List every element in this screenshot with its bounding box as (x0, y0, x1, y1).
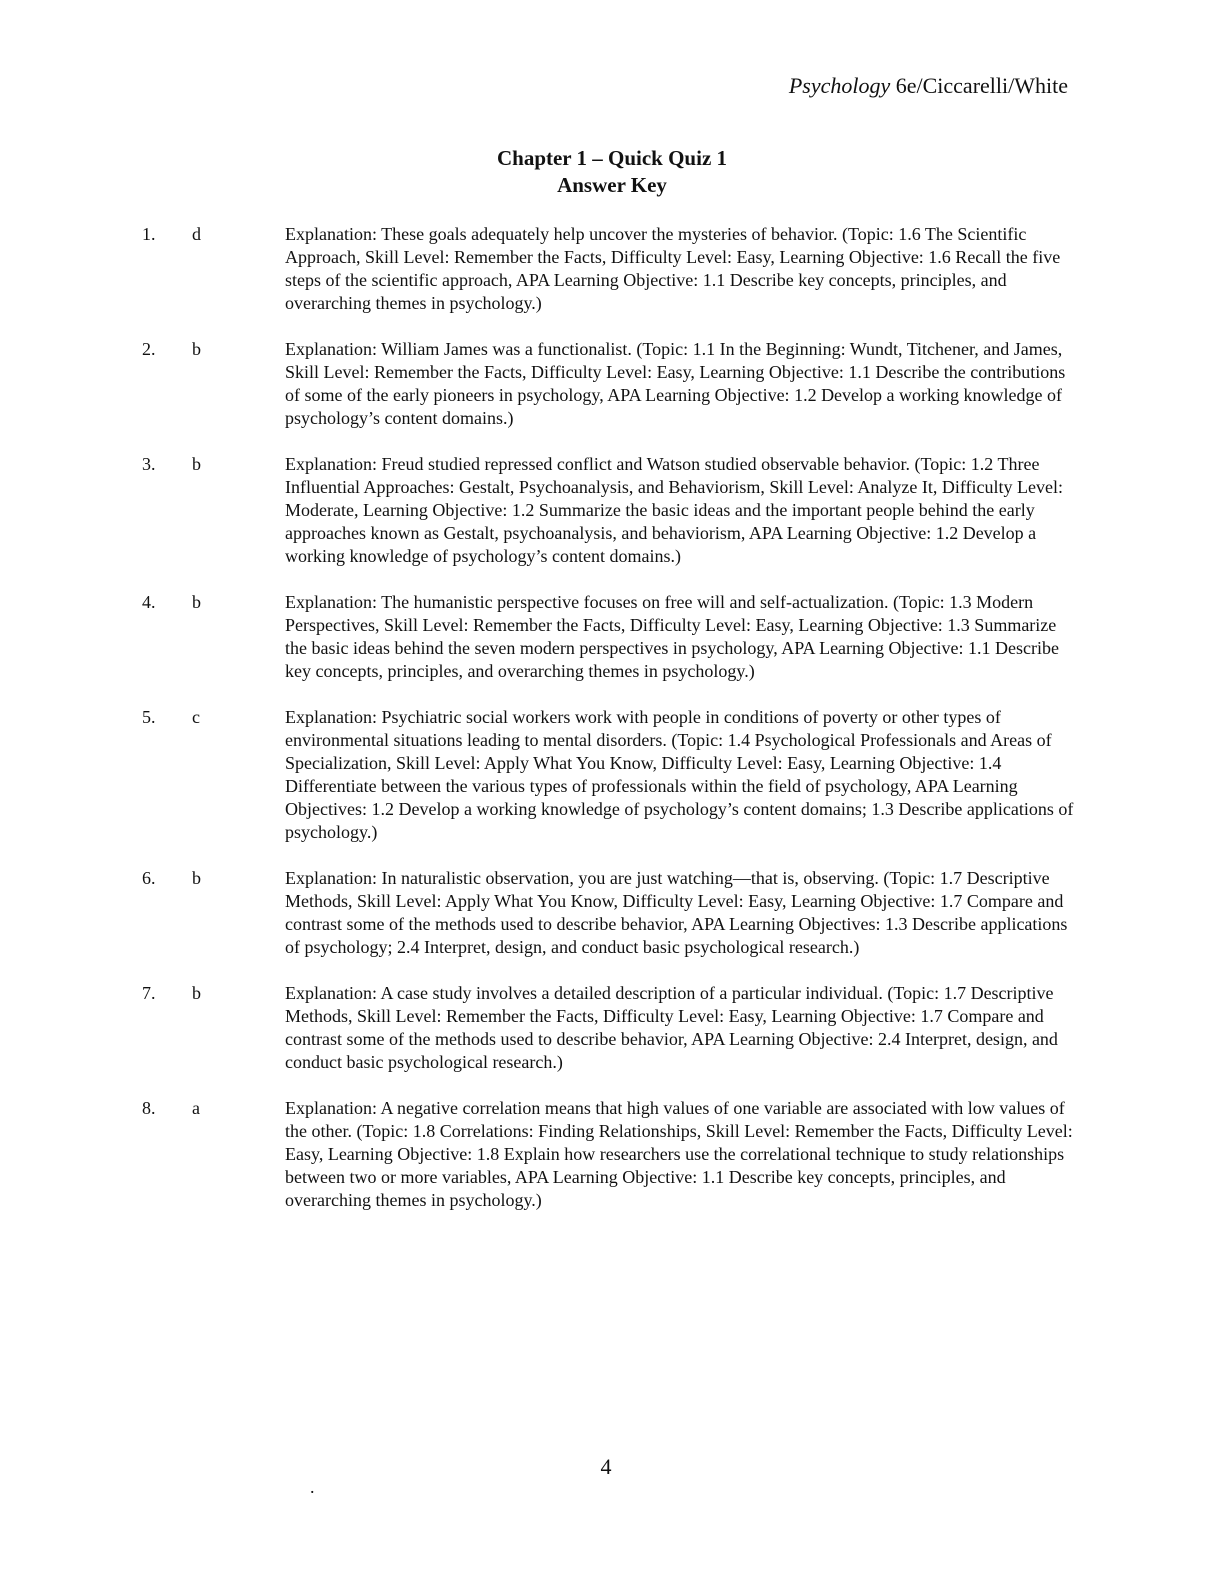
answer-explanation: Explanation: A negative correlation means that high values of one variable are associated with low values of the other. (Topic: 1.8 Correlations: Finding Relationships, Skill Level: Remember the Facts, Difficulty Level: Easy, Learning Objective: 1.8 Explain how researchers use the correlational technique to study relationships between two or more variables, APA Learning Objective: 1.1 Describe key concepts, principles, and overarching themes in psychology.) (285, 1098, 1073, 1210)
answer-letter: a (192, 1098, 200, 1118)
question-number: 3. (142, 454, 156, 474)
answer-explanation: Explanation: A case study involves a detailed description of a particular individual. (Topic: 1.7 Descriptive Methods, Skill Level: Remember the Facts, Difficulty Level: Easy, Learning Objective: 1.7 Compare and contrast some of the methods used to describe behavior, APA Learning Objective: 2.4 Interpret, design, and conduct basic psychological research.) (285, 983, 1058, 1072)
answer-letter: b (192, 454, 201, 474)
title-block (0, 145, 1224, 199)
answer-key-title: Answer Key (557, 173, 667, 197)
answer-explanation: Explanation: The humanistic perspective focuses on free will and self-actualization. (Topic: 1.3 Modern Perspectives, Skill Level: Remember the Facts, Difficulty Level: Easy, Learning Objective: 1.3 Summarize the basic ideas behind the seven modern perspectives in psychology, APA Learning Objective: 1.1 Describe key concepts, principles, and overarching themes in psychology.) (285, 592, 1059, 681)
answer-letter: b (192, 592, 201, 612)
answer-list (0, 223, 1224, 1235)
answer-letter: c (192, 707, 200, 727)
chapter-title: Chapter 1 – Quick Quiz 1 (496, 146, 728, 170)
question-number: 4. (142, 592, 156, 612)
answer-item-6 (0, 867, 1224, 959)
answer-letter: b (192, 339, 201, 359)
answer-item-2 (0, 338, 1224, 430)
answer-item-8 (0, 1097, 1224, 1212)
answer-letter: b (192, 983, 201, 1003)
footer-dot: . (310, 1477, 315, 1497)
answer-item-5 (0, 706, 1224, 844)
answer-item-4 (0, 591, 1224, 683)
answer-explanation: Explanation: William James was a functionalist. (Topic: 1.1 In the Beginning: Wundt, Titchener, and James, Skill Level: Remember the Facts, Difficulty Level: Easy, Learning Objective: 1.1 Describe the contributions of some of the early pioneers in psychology, APA Learning Objective: 1.2 Develop a working knowledge of psychology’s content domains.) (285, 339, 1066, 428)
question-number: 2. (142, 339, 156, 359)
answer-item-7 (0, 982, 1224, 1074)
answer-item-1 (0, 223, 1224, 315)
page-number: 4 (600, 1454, 612, 1479)
question-number: 5. (142, 707, 156, 727)
answer-explanation: Explanation: In naturalistic observation, you are just watching—that is, observing. (Topic: 1.7 Descriptive Methods, Skill Level: Apply What You Know, Difficulty Level: Easy, Learning Objective: 1.7 Compare and contrast some of the methods used to describe behavior, APA Learning Objectives: 1.3 Describe applications of psychology; 2.4 Interpret, design, and conduct basic psychological research.) (285, 868, 1068, 957)
answer-letter: d (192, 224, 201, 244)
answer-explanation: Explanation: These goals adequately help uncover the mysteries of behavior. (Topic: 1.6 The Scientific Approach, Skill Level: Remember the Facts, Difficulty Level: Easy, Learning Objective: 1.6 Recall the five steps of the scientific approach, APA Learning Objective: 1.1 Describe key concepts, principles, and overarching themes in psychology.) (285, 224, 1061, 313)
question-number: 6. (142, 868, 156, 888)
question-number: 8. (142, 1098, 156, 1118)
answer-explanation: Explanation: Psychiatric social workers work with people in conditions of poverty or other types of environmental situations leading to mental disorders. (Topic: 1.4 Psychological Professionals and Areas of Specialization, Skill Level: Apply What You Know, Difficulty Level: Easy, Learning Objective: 1.4 Differentiate between the various types of professionals within the field of psychology, APA Learning Objectives: 1.2 Develop a working knowledge of psychology’s content domains; 1.3 Describe applications of psychology.) (285, 707, 1074, 842)
edition-authors: 6e/Ciccarelli/White (890, 73, 1068, 98)
running-header (789, 72, 1068, 100)
answer-item-3 (0, 453, 1224, 568)
question-number: 7. (142, 983, 156, 1003)
book-title: Psychology (788, 73, 891, 98)
question-number: 1. (142, 224, 156, 244)
answer-letter: b (192, 868, 201, 888)
answer-explanation: Explanation: Freud studied repressed conflict and Watson studied observable behavior. (Topic: 1.2 Three Influential Approaches: Gestalt, Psychoanalysis, and Behaviorism, Skill Level: Analyze It, Difficulty Level: Moderate, Learning Objective: 1.2 Summarize the basic ideas and the important people behind the early approaches known as Gestalt, psychoanalysis, and behaviorism, APA Learning Objective: 1.2 Develop a working knowledge of psychology’s content domains.) (285, 454, 1063, 566)
